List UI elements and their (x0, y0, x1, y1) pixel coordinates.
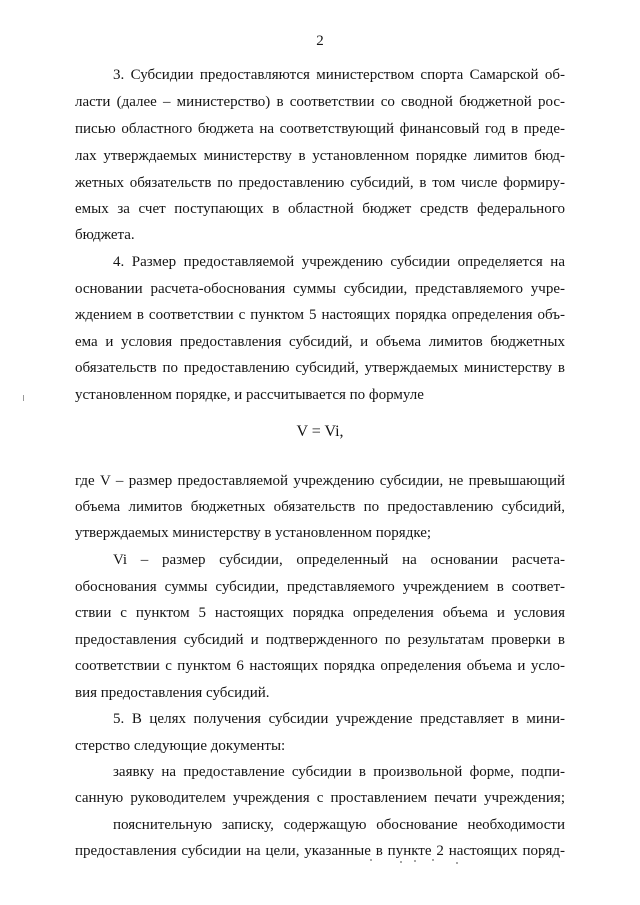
paragraph-4-line: 4. Размер предоставляемой учреждению субсидии определяется на (113, 254, 565, 270)
paragraph-3-line: ласти (далее – министерство) в соответствии со сводной бюджетной рос- (75, 94, 565, 110)
paragraph-4-line: ема и условия предоставления субсидий, и объема лимитов бюджетных (75, 334, 565, 350)
definition-v-line: объема лимитов бюджетных обязательств по предоставлению субсидий, (75, 499, 565, 515)
paragraph-5-line: заявку на предоставление субсидии в произвольной форме, подпи- (113, 764, 565, 780)
paragraph-4-line: основании расчета-обоснования суммы субсидии, представляемого учре- (75, 281, 565, 297)
definition-vi-line: предоставления субсидий и подтвержденного по результатам проверки в (75, 632, 565, 648)
definition-vi-line: обоснования суммы субсидии, представляемого учреждением в соответ- (75, 579, 565, 595)
paragraph-5-line: 5. В целях получения субсидии учреждение представляет в мини- (113, 711, 565, 727)
paragraph-4-line: ждением в соответствии с пунктом 5 настоящих порядка определения объ- (75, 307, 565, 323)
definition-vi-line: ствии с пунктом 5 настоящих порядка определения объема и условия (75, 605, 565, 621)
definition-v-line: утверждаемых министерству в установленном порядке; (75, 525, 432, 541)
definition-vi-line: вия предоставления субсидий. (75, 685, 270, 701)
paragraph-3-line: писью областного бюджета на соответствующий финансовый год в преде- (75, 121, 565, 137)
paragraph-3-line: лах утверждаемых министерству в установленном порядке лимитов бюд- (75, 148, 565, 164)
definition-v-line: где V – размер предоставляемой учреждению субсидии, не превышающий (75, 473, 565, 489)
definition-vi-line: соответствии с пунктом 6 настоящих порядка определения объема и усло- (75, 658, 565, 674)
paragraph-3-line: емых за счет поступающих в областной бюджет средств федерального (75, 201, 565, 217)
paragraph-5-line: пояснительную записку, содержащую обоснование необходимости (113, 817, 565, 833)
paragraph-4-line: установленном порядке, и рассчитывается по формуле (75, 387, 424, 403)
definition-vi-line: Vi – размер субсидии, определенный на основании расчета- (113, 552, 565, 568)
paragraph-3-line: бюджета. (75, 227, 135, 243)
paragraph-5-line: предоставления субсидии на цели, указанные в пункте 2 настоящих поряд- (75, 843, 565, 859)
paragraph-5-line: санную руководителем учреждения с проставлением печати учреждения; (75, 790, 565, 806)
paragraph-3-line: жетных обязательств по предоставлению субсидий, в том числе формиру- (75, 175, 565, 191)
paragraph-4-line: обязательств по предоставлению субсидий, утверждаемых министерству в (75, 360, 565, 376)
paragraph-5-line: стерство следующие документы: (75, 738, 286, 754)
paragraph-3-line: 3. Субсидии предоставляются министерством спорта Самарской об- (113, 67, 565, 83)
formula: V = Vi, (296, 423, 344, 440)
scan-mark (23, 395, 24, 401)
page-number: 2 (316, 33, 324, 49)
